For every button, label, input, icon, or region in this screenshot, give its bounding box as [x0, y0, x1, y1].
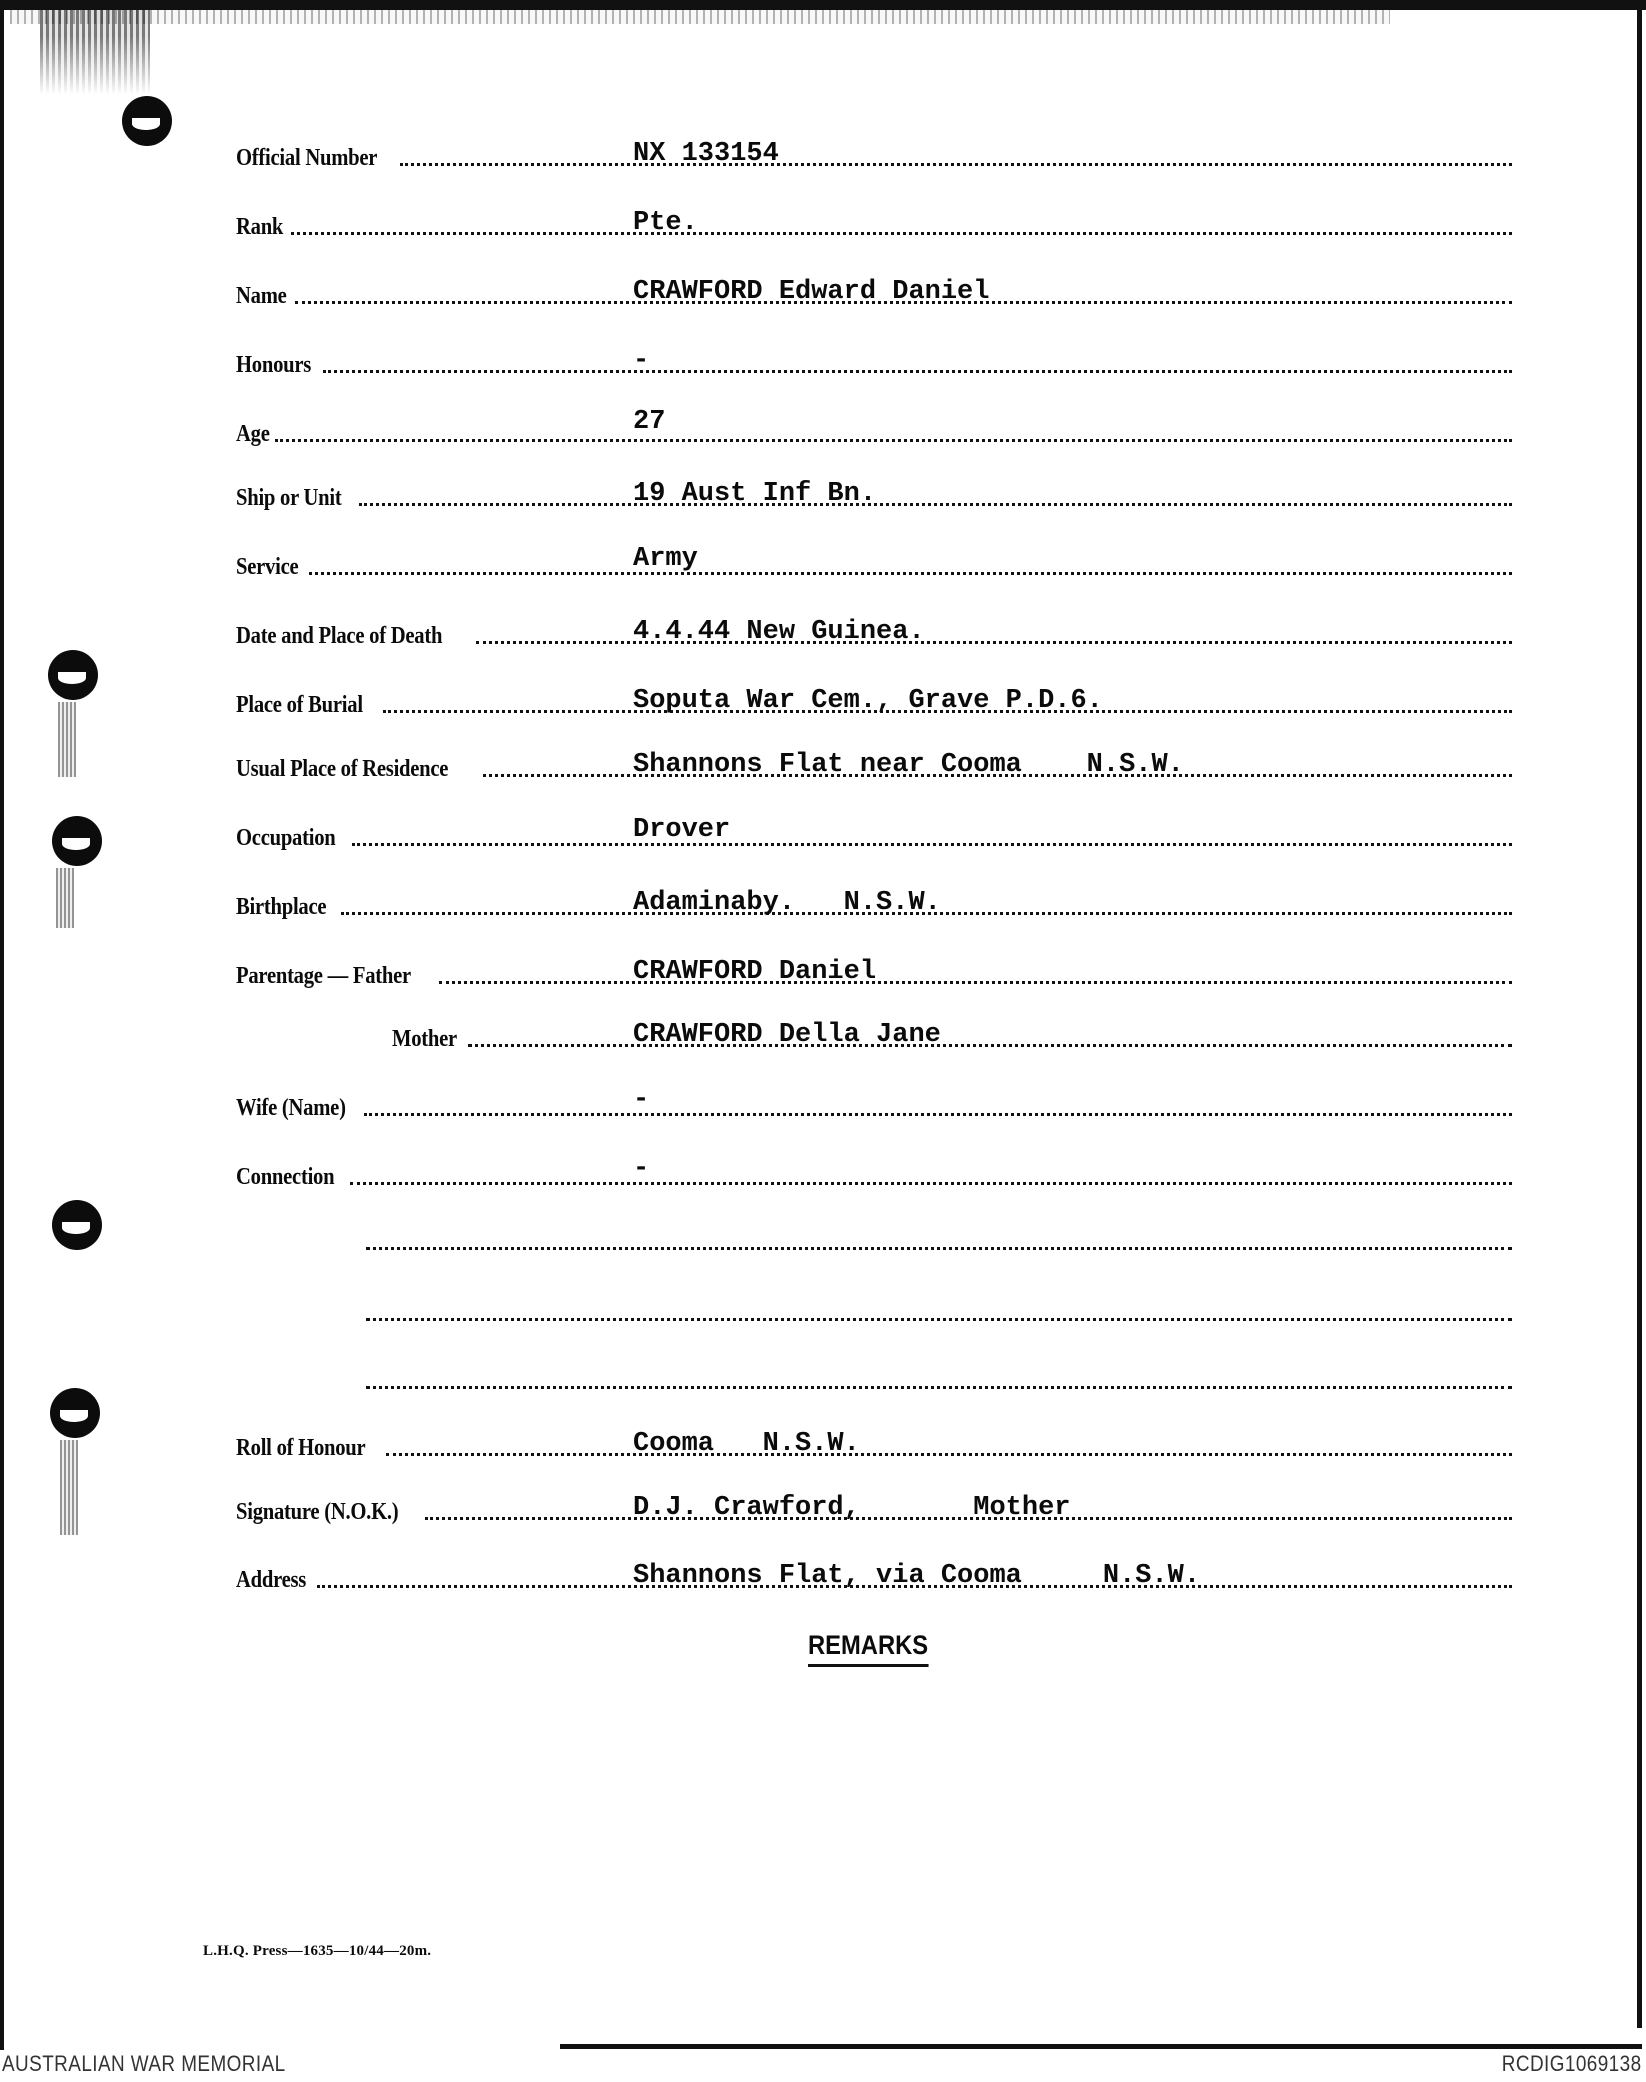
- field-value: Cooma N.S.W.: [633, 1429, 860, 1459]
- field-honours: [236, 343, 1512, 377]
- punch-hole-icon: [122, 96, 172, 146]
- field-signature-nok: [236, 1490, 1512, 1524]
- field-label: Wife (Name): [236, 1095, 346, 1121]
- scan-smudge-top: [10, 10, 1390, 24]
- field-value: Shannons Flat near Cooma N.S.W.: [633, 750, 1184, 780]
- scan-edge-left: [0, 0, 4, 2050]
- field-value: Shannons Flat, via Cooma N.S.W.: [633, 1561, 1201, 1591]
- field-birthplace: [236, 885, 1512, 919]
- field-wife-name: [236, 1086, 1512, 1120]
- punch-hole-trail: [58, 702, 76, 777]
- field-label: Service: [236, 554, 299, 580]
- field-value: -: [633, 1154, 650, 1184]
- field-label: Occupation: [236, 825, 336, 851]
- punch-hole-trail: [56, 868, 74, 928]
- dotted-leader: [476, 641, 1512, 644]
- dotted-leader: [364, 1113, 1512, 1116]
- print-line: L.H.Q. Press—1635—10/44—20m.: [203, 1943, 432, 1959]
- field-ship-or-unit: [236, 476, 1512, 510]
- punch-hole-icon: [52, 816, 102, 866]
- field-label: Parentage — Father: [236, 963, 411, 989]
- field-service: [236, 545, 1512, 579]
- field-connection: [236, 1155, 1512, 1189]
- field-label: Rank: [236, 214, 284, 240]
- field-label: Roll of Honour: [236, 1435, 366, 1461]
- field-usual-place-of-residence: [236, 747, 1512, 781]
- dotted-leader: [291, 232, 1512, 235]
- field-label: Mother: [392, 1026, 457, 1052]
- field-value: D.J. Crawford, Mother: [633, 1493, 1071, 1523]
- dotted-leader: [352, 843, 1512, 846]
- dotted-leader: [309, 572, 1512, 575]
- field-value: Drover: [633, 815, 731, 845]
- field-label: Signature (N.O.K.): [236, 1499, 399, 1525]
- dotted-leader: [323, 370, 1512, 373]
- field-address: [236, 1558, 1512, 1592]
- field-value: 4.4.44 New Guinea.: [633, 617, 925, 647]
- dotted-leader: [366, 1386, 1512, 1389]
- field-value: Soputa War Cem., Grave P.D.6.: [633, 686, 1103, 716]
- dotted-leader: [439, 981, 1512, 984]
- field-label: Age: [236, 421, 270, 447]
- punch-hole-icon: [52, 1200, 102, 1250]
- field-value: -: [633, 346, 650, 376]
- field-label: Address: [236, 1567, 307, 1593]
- field-name: [236, 274, 1512, 308]
- punch-hole-icon: [50, 1388, 100, 1438]
- field-value: CRAWFORD Daniel: [633, 957, 877, 987]
- field-roll-of-honour: [236, 1426, 1512, 1460]
- field-value: -: [633, 1085, 650, 1115]
- remarks-heading: REMARKS: [808, 1630, 928, 1667]
- dotted-leader: [386, 1453, 1512, 1456]
- field-value: 27: [633, 407, 666, 437]
- field-label: Official Number: [236, 145, 378, 171]
- dotted-leader: [366, 1247, 1512, 1250]
- dotted-leader: [366, 1318, 1512, 1321]
- dotted-leader: [468, 1044, 1513, 1047]
- field-value: Pte.: [633, 208, 698, 238]
- blank-line: [366, 1220, 1512, 1254]
- scan-edge-right: [1637, 8, 1642, 2028]
- field-value: 19 Aust Inf Bn.: [633, 479, 877, 509]
- field-label: Date and Place of Death: [236, 623, 443, 649]
- field-label: Usual Place of Residence: [236, 756, 449, 782]
- punch-hole-trail: [60, 1440, 78, 1535]
- dotted-leader: [275, 439, 1512, 442]
- blank-line: [366, 1291, 1512, 1325]
- field-occupation: [236, 816, 1512, 850]
- field-date-place-of-death: [236, 614, 1512, 648]
- field-value: CRAWFORD Della Jane: [633, 1020, 941, 1050]
- scan-edge-top: [0, 0, 1646, 10]
- blank-line: [366, 1359, 1512, 1393]
- field-label: Name: [236, 283, 287, 309]
- punch-hole-icon: [48, 650, 98, 700]
- field-age: [236, 407, 1512, 447]
- field-label: Honours: [236, 352, 312, 378]
- scan-edge-bottom: [560, 2044, 1642, 2049]
- dotted-leader: [350, 1182, 1512, 1185]
- field-value: NX 133154: [633, 139, 779, 169]
- field-label: Birthplace: [236, 894, 327, 920]
- field-parentage-father: [236, 954, 1512, 988]
- institution-credit: AUSTRALIAN WAR MEMORIAL: [2, 2051, 286, 2076]
- dotted-leader: [400, 163, 1512, 166]
- field-rank: [236, 205, 1512, 239]
- field-label: Ship or Unit: [236, 485, 342, 511]
- record-id: RCDIG1069138: [1502, 2051, 1642, 2076]
- field-value: Adaminaby. N.S.W.: [633, 888, 941, 918]
- dotted-leader: [359, 503, 1512, 506]
- field-label: Connection: [236, 1164, 335, 1190]
- field-official-number: [236, 136, 1512, 170]
- field-value: CRAWFORD Edward Daniel: [633, 277, 990, 307]
- field-label: Place of Burial: [236, 692, 363, 718]
- field-parentage-mother: [392, 1017, 1512, 1051]
- field-value: Army: [633, 544, 698, 574]
- field-place-of-burial: [236, 683, 1512, 717]
- scan-smudge-corner: [40, 10, 150, 95]
